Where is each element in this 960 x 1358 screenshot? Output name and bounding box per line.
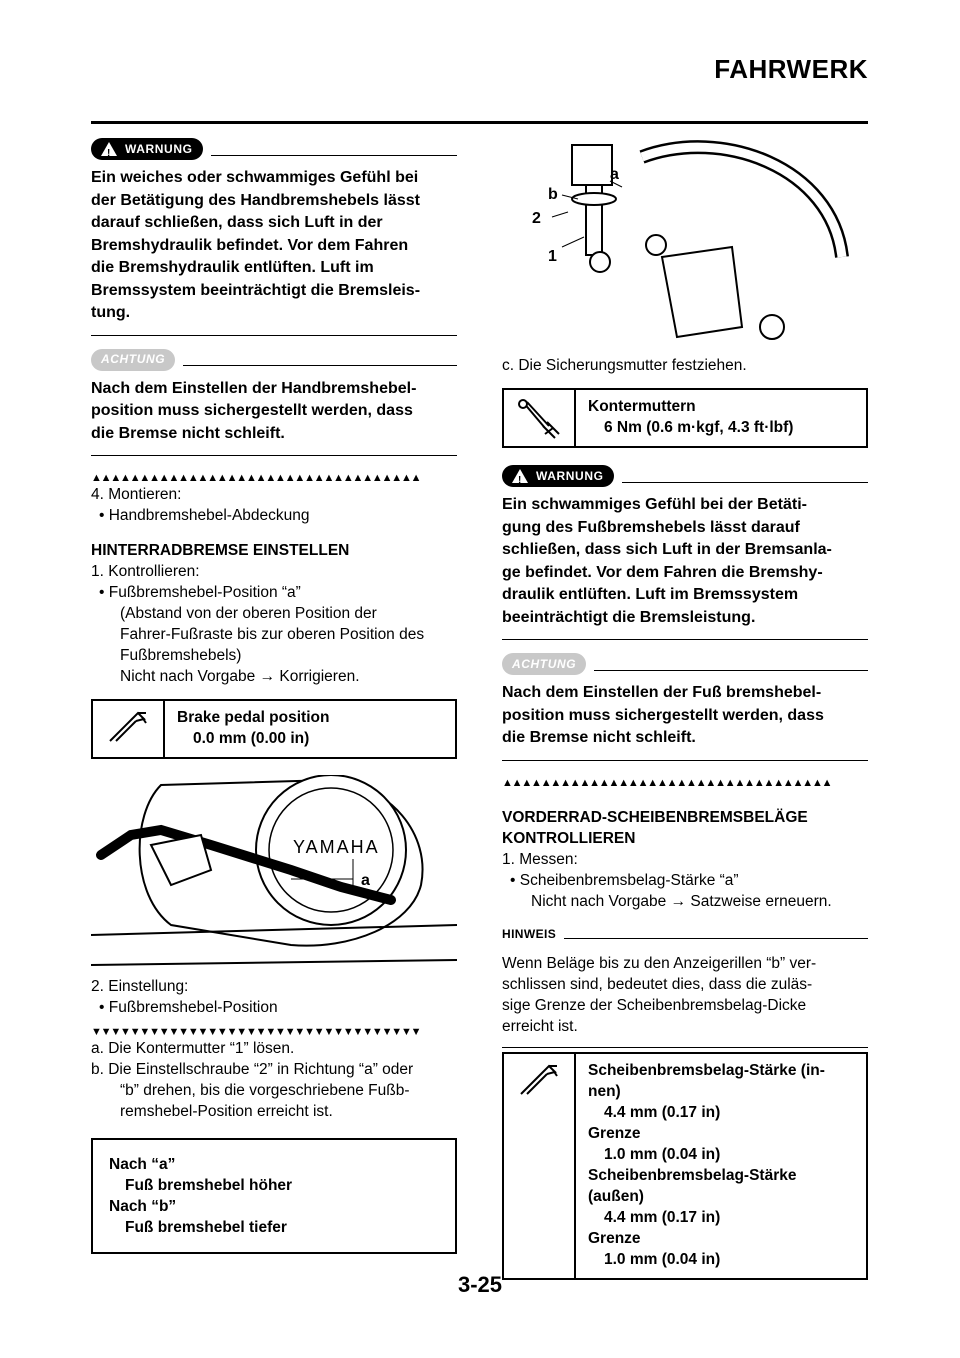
caution-text-2: Nach dem Einstellen der Fuß bremshebel- position muss sichergestellt werden, dass die Bremse nicht schleift. [502, 684, 824, 746]
figure-label-2: 2 [532, 210, 541, 227]
figure-label-1: 1 [548, 248, 557, 265]
caliper-icon [517, 1062, 561, 1098]
section-title-2: VORDERRAD-SCHEIBENBREMSBELÄGE KONTROLLIEREN [502, 808, 808, 847]
step-2-item: • Fußbremshebel-Position [99, 999, 278, 1016]
right-column: a b 2 1 c. Die Sicherungsmutter festziehen. Kontermuttern 6 Nm (0.6 m·kgf, 4.3 ft·lbf) ! WARNUNG Ein schwammiges Gefühl bei der Betäti- gung des Fußbremshebels lässt darauf schließen, dass sich Luft in der Bremsanla- ge befindet. Vor dem Fahren die Bremshy- draulik entlüften. Luft im Bremssystem beeinträchtigt die Bremsleistung. ACHTUNG Nach dem Einstellen der Fuß bremshebel- position muss sichergestellt werden, dass die Bremse nicht schleift. ▲▲▲▲▲▲▲▲▲▲▲▲▲▲▲▲▲▲▲▲▲▲▲▲▲▲▲▲▲▲▲▲▲▲ VORDERRAD-SCHEIBENBREMSBELÄGE KONTROLLIEREN 1. Messen: • Scheibenbremsbelag-Stärke “a” Nicht nach Vorgabe → Satzweise erneuern. HINWEIS Wenn Beläge bis zu den Anzeigerillen “b” ver- schlissen sind, bedeutet dies, dass die zuläs- sige Grenze der Scheibenbremsbelag-Dicke erreicht ist. Scheibenbremsbelag-Stärke (in- nen) 4.4 mm (0.17 in) Grenze 1.0 mm (0.04 in) Scheibenbremsbelag-Stärke (außen) 4.4 mm (0.17 in) Grenze 1.0 mm (0.04 in) [502, 135, 868, 1280]
hinweis-header [502, 924, 868, 945]
warning-header-2 [502, 464, 868, 488]
warning-header [91, 137, 457, 161]
figure-label-b: b [548, 186, 558, 203]
caution-text: Nach dem Einstellen der Handbremshebel- position muss sichergestellt werden, dass die Bremse nicht schleift. [91, 379, 417, 442]
warning-triangle-icon [101, 142, 117, 156]
sub-step-c: c. Die Sicherungsmutter festziehen. [502, 357, 747, 374]
measure-step-1: 1. Messen: [502, 850, 578, 868]
triangle-up-divider: ▲▲▲▲▲▲▲▲▲▲▲▲▲▲▲▲▲▲▲▲▲▲▲▲▲▲▲▲▲▲▲▲▲▲ [91, 472, 421, 484]
hinweis-label: HINWEIS [502, 926, 557, 941]
spec-title: Brake pedal position [177, 709, 330, 726]
torque-value: 6 Nm (0.6 m·kgf, 4.3 ft·lbf) [604, 419, 794, 436]
step-4: 4. Montieren: [91, 486, 182, 503]
step-4-item: • Handbremshebel-Abdeckung [99, 507, 310, 524]
figure-label-a: a [610, 166, 619, 183]
caution-badge-2: ACHTUNG [502, 653, 586, 675]
sub-step-a: a. Die Kontermutter “1” lösen. [91, 1040, 295, 1057]
left-column: ! WARNUNG Ein weiches oder schwammiges Gefühl bei der Betätigung des Handbremshebels lässt darauf schließen, dass sich Luft in der Bremshydraulik befindet. Vor dem Fahren die Bremshydraulik entlüften. Luft im Bremssystem beeinträchtigt die Bremsleis- tung. ACHTUNG Nach dem Einstellen der Handbremshebel- position muss sichergestellt werden, dass die Bremse nicht schleift. ▲▲▲▲▲▲▲▲▲▲▲▲▲▲▲▲▲▲▲▲▲▲▲▲▲▲▲▲▲▲▲▲▲▲ 4. Montieren: • Handbremshebel-Abdeckung HINTERRADBREMSE EINSTELLEN 1. Kontrollieren: • Fußbremshebel-Position “a” (Abstand von der oberen Position der Fahrer-Fußraste bis zur oberen Position des Fußbremshebels) Nicht nach Vorgabe → Korrigieren. Brake pedal position 0.0 mm (0.00 in) YAMAHA a 2. Einstellung: • Fußbremshebel-Position ▼▼▼▼▼▼▼▼▼▼▼▼▼▼▼▼▼▼▼▼▼▼▼▼▼▼▼▼▼▼▼▼▼▼ a. Die Kontermutter “1” lösen. b. Die Einstellschraube “2” in Richtung “a” oder “b” drehen, bis die vorgeschriebene Fußb- remshebel-Position erreicht ist. Nach “a” Fuß bremshebel höher Nach “b” Fuß bremshebel tiefer [91, 135, 457, 1254]
warning-badge: ! WARNUNG [91, 138, 203, 160]
header-rule [91, 121, 868, 124]
figure-label-a: a [361, 872, 370, 889]
warning-badge-2: ! WARNUNG [502, 465, 614, 487]
warning-triangle-icon [512, 469, 528, 483]
caution-header [91, 348, 457, 372]
page-title: FAHRWERK [714, 54, 868, 84]
caution-badge: ACHTUNG [91, 349, 175, 371]
section-title: HINTERRADBREMSE EINSTELLEN [91, 542, 350, 559]
direction-box: Nach “a” Fuß bremshebel höher Nach “b” Fuß bremshebel tiefer [91, 1138, 457, 1254]
torque-spec-box [502, 388, 868, 448]
sub-step-b: b. Die Einstellschraube “2” in Richtung “a” oder [91, 1061, 414, 1078]
torque-title: Kontermuttern [588, 398, 696, 415]
torque-wrench-icon [517, 398, 561, 442]
hinweis-text: Wenn Beläge bis zu den Anzeigerillen “b” ver- schlissen sind, bedeutet dies, dass die zuläs- sige Grenze der Scheibenbremsbelag-Dicke erreicht ist. [502, 954, 817, 1035]
spec-brake-pedal-position [91, 699, 457, 759]
warning-text: Ein weiches oder schwammiges Gefühl bei der Betätigung des Handbremshebels lässt darauf schließen, dass sich Luft in der Bremshydraulik befindet. Vor dem Fahren die Bremshydraulik entlüften. Luft im Bremssystem beeinträchtigt die Bremsleis- tung. [91, 169, 421, 321]
spec-value: 0.0 mm (0.00 in) [193, 730, 310, 747]
brake-pedal-photo [91, 775, 457, 970]
triangle-up-divider-2: ▲▲▲▲▲▲▲▲▲▲▲▲▲▲▲▲▲▲▲▲▲▲▲▲▲▲▲▲▲▲▲▲▲▲ [502, 776, 832, 789]
triangle-down-divider: ▼▼▼▼▼▼▼▼▼▼▼▼▼▼▼▼▼▼▼▼▼▼▼▼▼▼▼▼▼▼▼▼▼▼ [91, 1026, 421, 1038]
step-1: 1. Kontrollieren: [91, 563, 200, 580]
engine-logo: YAMAHA [293, 837, 380, 857]
locknut-photo [502, 137, 868, 349]
caliper-icon [106, 709, 150, 745]
pad-thickness-spec-box: Scheibenbremsbelag-Stärke (in- nen) 4.4 mm (0.17 in) Grenze 1.0 mm (0.04 in) Scheibenbremsbelag-Stärke (außen) 4.4 mm (0.17 in) Grenze 1.0 mm (0.04 in) [502, 1052, 868, 1280]
measure-step-1-item: • Scheibenbremsbelag-Stärke “a” [510, 871, 739, 889]
warning-text-2: Ein schwammiges Gefühl bei der Betäti- gung des Fußbremshebels lässt darauf schließen, dass sich Luft in der Bremsanla- ge befindet. Vor dem Fahren die Bremshy- draulik entlüften. Luft im Bremssystem beeinträchtigt die Bremsleistung. [502, 496, 832, 626]
page-number: 3-25 [457, 1272, 503, 1297]
step-2: 2. Einstellung: [91, 978, 189, 995]
caution-header-2 [502, 652, 868, 676]
step-1-item: • Fußbremshebel-Position “a” [99, 584, 301, 601]
